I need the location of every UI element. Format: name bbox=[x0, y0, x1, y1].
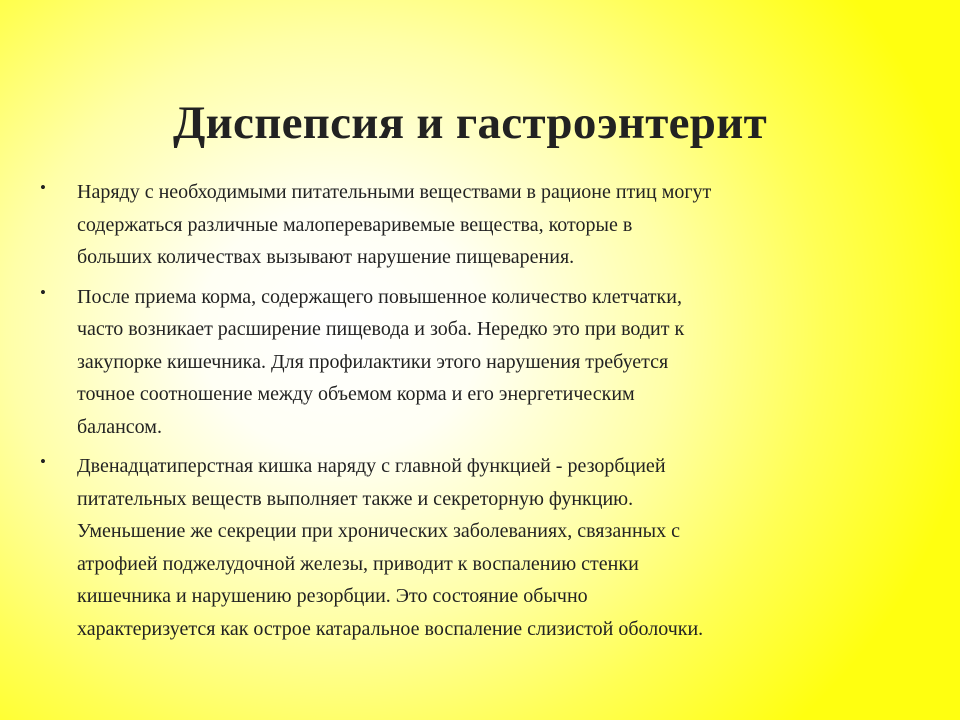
bullet-item bbox=[34, 176, 924, 274]
bullet-text bbox=[77, 176, 924, 274]
bullet-line: часто возникает расширение пищевода и зоба. Нередко это при водит к bbox=[77, 318, 685, 340]
bullet-line: больших количествах вызывают нарушение пищеварения. bbox=[77, 246, 575, 268]
bullet-line: кишечника и нарушению резорбции. Это состояние обычно bbox=[77, 585, 588, 607]
bullet-icon: • bbox=[40, 178, 46, 197]
bullet-item bbox=[34, 450, 924, 645]
bullet-line: Наряду с необходимыми питательными веществами в рационе птиц могут bbox=[77, 181, 712, 203]
bullet-line: характеризуется как острое катаральное воспаление слизистой оболочки. bbox=[77, 617, 704, 640]
bullet-line: Уменьшение же секреции при хронических заболеваниях, связанных с bbox=[77, 520, 680, 542]
slide-title: Диспепсия и гастроэнтерит bbox=[173, 97, 767, 149]
bullet-icon: • bbox=[40, 452, 46, 471]
bullet-line: точное соотношение между объемом корма и его энергетическим bbox=[77, 383, 635, 405]
bullet-icon: • bbox=[40, 282, 46, 302]
bullet-line: закупорке кишечника. Для профилактики этого нарушения требуется bbox=[77, 350, 669, 373]
bullet-text bbox=[77, 281, 924, 444]
bullet-line: содержаться различные малопереваривемые вещества, которые в bbox=[77, 213, 633, 236]
bullet-list bbox=[34, 176, 924, 652]
bullet-line: Двенадцатиперстная кишка наряду с главной функцией - резорбцией bbox=[77, 455, 666, 477]
bullet-text bbox=[77, 450, 924, 645]
bullet-line: После приема корма, содержащего повышенное количество клетчатки, bbox=[77, 285, 682, 308]
bullet-line: атрофией поджелудочной железы, приводит к воспалению стенки bbox=[77, 552, 639, 575]
bullet-line: балансом. bbox=[77, 415, 162, 438]
bullet-item bbox=[34, 281, 924, 444]
bullet-line: питательных веществ выполняет также и секреторную функцию. bbox=[77, 487, 634, 510]
